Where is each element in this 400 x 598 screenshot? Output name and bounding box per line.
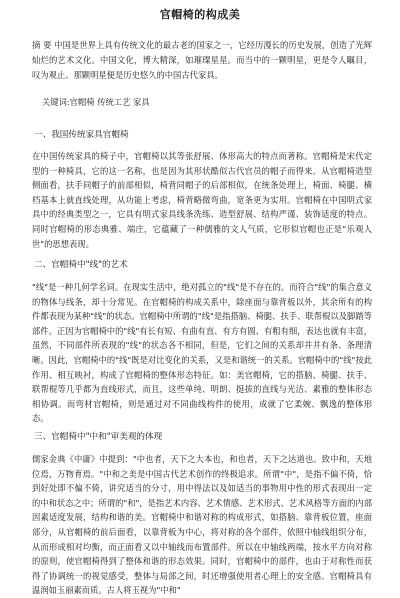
section-2-heading: 二、官帽椅中"线"的艺术 bbox=[34, 260, 128, 270]
keywords: 关键词:官帽椅 传统工艺 家具 bbox=[42, 97, 150, 107]
document-title: 官帽椅的构成美 bbox=[159, 8, 241, 21]
section-3-paragraph: 儒家金典《中庸》中提到："中也者，天下之大本也，和也者，天下之达道也。致中和，天地位焉，万物育焉。"中和之美是中国古代艺术创作的终极追求。所谓"中"，是指不偏不倚，恰到好处即不偏不倚，讲究适当的分寸，用中得法以及如适当的事物用中性的形式表现出一定的中和状态之中；所谓的"和"，是指艺术内容、艺术情感、艺术形式、艺术风格等方面的内部因素适度发展，结构和谐的美。官帽椅中和谐对称的构成形式，如搭脑、靠背板位置，座面部分，从官帽椅的前后面看，以靠背板为中心，将对称的各个部件，依照中轴线组织分布，从而形成相对均衡，而正面看又以中轴线而布置部件。所以在中轴线两端，按水平方向对称的原则，使官帽椅得到了整体和谐的形态效果。同时，官帽椅中的部件，也由于对称性而获得了协调统一的视觉感受，整体与局部之间，时还增强使用者心理上的安全感。官帽椅具有温润如玉丽素而质。古人将玉视为"中和" bbox=[32, 454, 372, 596]
section-3-heading: 三、官帽椅中"中和"审美观的体现 bbox=[34, 432, 163, 442]
section-1-paragraph: 在中国传统家具的椅子中，官帽椅以其等张舒展、体形高大的特点而著称。官帽椅是宋代定型的一种椅具，它的这一名称，也是因为其形状酷似古代官员的帽子而得来。从官帽椅造型侧面看，扶手同帽子的前部相似，椅背同帽子的后部相似，在统条处理上，椅面、椅腿、横档基本上就直线处理，从功能上考虑，椅背略微弯曲，宽条更为实用。官帽椅在中国明式家具中的经典类型之一，它具有明式家具线条洗练、造型舒展、结构严谨、装饰适度的特点。同时官帽椅的形态典雅、端庄，它蕴藏了一种儒雅的文人气质，它形似官帽也正是"乐观人世"的思想表现。 bbox=[32, 151, 372, 249]
section-1-heading: 一、我国传统家具官帽椅 bbox=[34, 130, 129, 140]
section-2-paragraph: "线"是一种几何学名词。在现实生活中，绝对孤立的"线"是不存在的。而符合"线"的集合意义的物体与线条，却十分常见。在官帽椅的构成关系中，除座面与靠背板以外，其余所有的构件都表现为某种"线"的状态。官帽椅中所谓的"线"是指搭脑、椅腿、扶手、联帮棍以及脚踏等部件。正因为官帽椅中的"线"有长有短、有曲有直、有方有圆、有粗有细，表达也就有丰富，虽然，不同部件所表现的"线"的状态各不相同，但是，它们之间的关系却井井有条、条理清晰。因此，官帽椅中的"线"既是对比变化的关系，又是和谐统一的关系。官帽椅中的"线"按此作用、相互映衬，构成了官帽椅的整体形态特征。如：美官帽椅，它的搭脑、椅腿、扶手、联帮棍等几乎都为直线形式，而且，这些单纯、明朗、挺拔的直线与光洁、素雅的整体形态相协调。而弯材官帽椅，则是通过对不同曲线构件的使用，成就了它柔婉、飘逸的整体形态。 bbox=[32, 282, 372, 424]
abstract: 摘 要 中国是世界上具有传统文化的最古老的国家之一，它经历漫长的历史发展，创造了光辉灿烂的艺术文化。中国文化，博大精深，如璀璨星星。而当中的一颗明星，更是令人瞩目，叹为观止。那颗明星便是历史悠久的中国古代家具。 bbox=[32, 40, 372, 80]
